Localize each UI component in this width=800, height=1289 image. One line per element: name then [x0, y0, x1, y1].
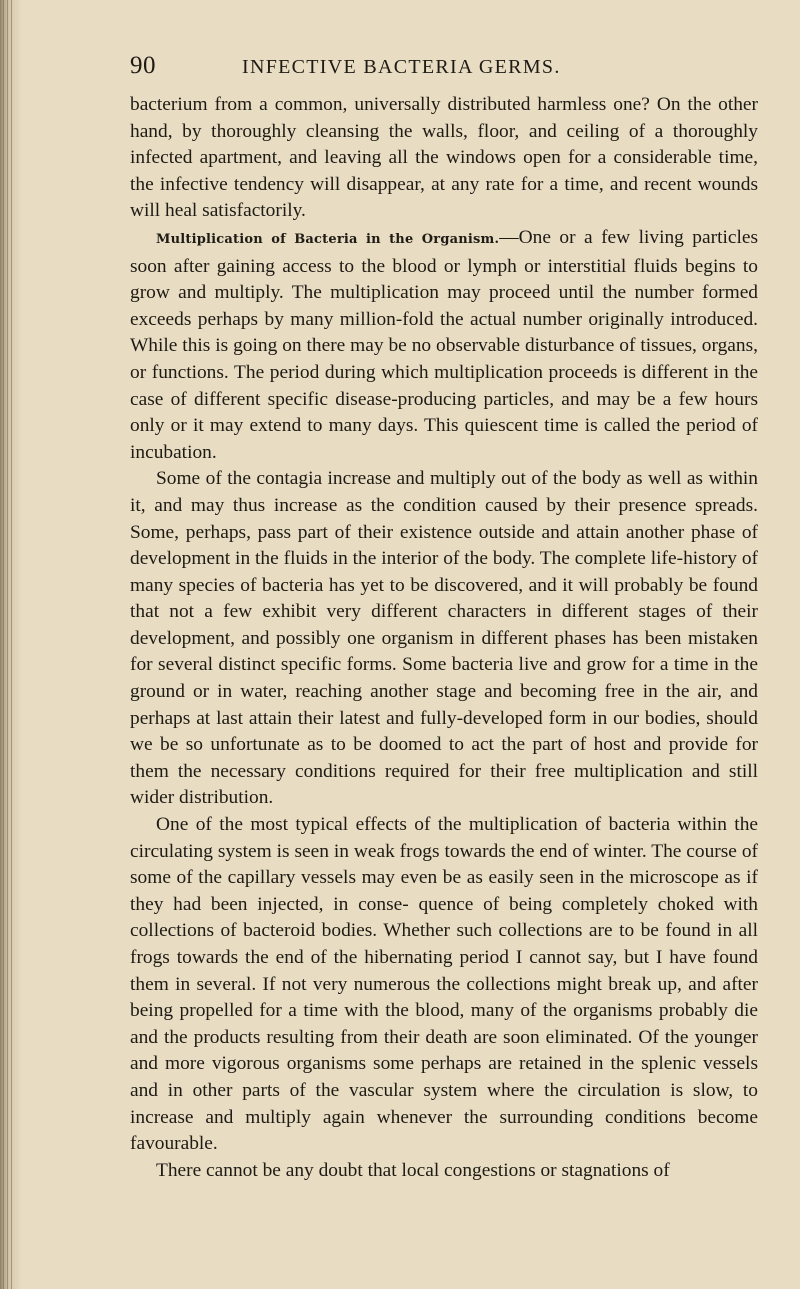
book-binding-edge — [0, 0, 22, 1289]
page-number: 90 — [130, 52, 156, 79]
paragraph: One of the most typical effects of the multiplication of bacteria within the circulating system is seen in weak frogs towards the end of winter. The course of some of the capillary vessels may even be as easily seen in the microscope as if they had been injected, in conse- quence of being completely choked with collections of bacteroid bodies. Whether such collections are to be found in all frogs towards the end of the hibernating period I cannot say, but I have found them in several. If not very numerous the collections might break up, and after being propelled for a time with the blood, many of the organisms probably die and the products resulting from their death are soon eliminated. Of the younger and more vigorous organisms some perhaps are retained in the splenic vessels and in other parts of the vascular system where the circulation is slow, to increase and multiply again whenever the surrounding conditions become favourable. — [130, 814, 758, 1155]
paragraph-text: —One or a few living particles soon after gaining access to the blood or lymph or interstitial fluids begins to grow and multiply. The multiplication may proceed until the number formed exceeds perhaps by many million-fold the actual number originally introduced. While this is going on there may be no observable disturbance of tissues, organs, or functions. The period during which multiplication proceeds is different in the case of different specific disease-producing particles, and may be a few hours only or it may extend to many days. This quiescent time is called the period of incubation. — [130, 226, 758, 463]
section-heading: Multiplication of Bacteria in the Organism. — [156, 231, 500, 247]
page-body — [130, 92, 758, 1184]
running-title: INFECTIVE BACTERIA GERMS. — [242, 56, 561, 78]
paragraph: bacterium from a common, universally distributed harmless one? On the other hand, by thoroughly cleansing the walls, floor, and ceiling of a thoroughly infected apartment, and leaving all the windows open for a considerable time, the infective tendency will disappear, at any rate for a time, and recent wounds will heal satisfactorily. — [130, 94, 758, 222]
page-header — [130, 52, 758, 92]
paragraph: Some of the contagia increase and multiply out of the body as well as within it, and may thus increase as the condition caused by their presence spreads. Some, perhaps, pass part of their existence outside and attain another phase of development in the fluids in the interior of the body. The complete life-history of many species of bacteria has yet to be discovered, and it will probably be found that not a few exhibit very different characters in different stages of their development, and possibly one organism in different phases has been mistaken for several distinct specific forms. Some bacteria live and grow for a time in the ground or in water, reaching another stage and becoming free in the air, and perhaps at last attain their latest and fully-developed form in our bodies, should we be so unfortunate as to be doomed to act the part of host and provide for them the necessary conditions required for their free multiplication and still wider distribution. — [130, 468, 758, 809]
paragraph: There cannot be any doubt that local congestions or stagnations of — [156, 1159, 670, 1181]
paragraph-with-heading — [130, 225, 758, 466]
book-page — [130, 52, 758, 1184]
